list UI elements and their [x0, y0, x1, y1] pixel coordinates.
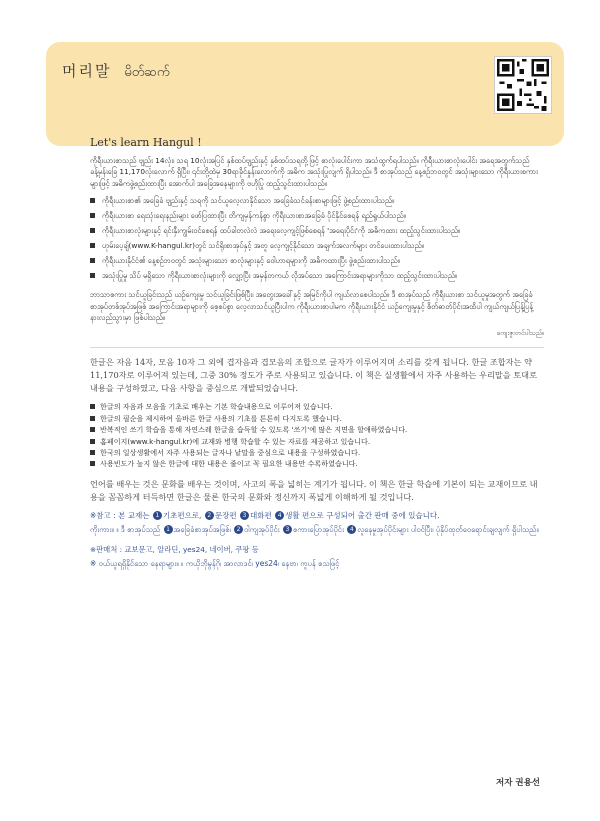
bullet-square-icon	[90, 228, 95, 233]
number-badge: 4	[347, 525, 356, 534]
bullet-square-icon	[90, 213, 95, 218]
header-banner	[46, 42, 564, 146]
title-myanmar: မိတ်ဆက်	[124, 65, 170, 80]
number-badge: 2	[234, 525, 243, 534]
list-item: 사용빈도가 높지 않은 한글에 대한 내용은 줄이고 꼭 필요한 내용만 수록하였습니다.	[90, 458, 544, 469]
list-item: ကိုရီးယားနိုင်ငံ၏ နေ့စဉ်ဘဝတွင် အသုံးများသော စာလုံးများနှင့် ဝေါဟာရများကို အဓိကထားပြီး ဖွဲ့စည်းထားပါသည်။	[90, 255, 544, 266]
bullet-square-icon	[90, 416, 95, 421]
lead-heading: Let's learn Hangul !	[90, 136, 202, 149]
closing-myanmar: ဘာသာစကား သင်ယူခြင်းသည် ယဉ်ကျေးမှု သင်ယူခြင်းဖြစ်ပြီး၊ အတွေးအခေါ်နှင့် အမြင်ကိုပါ ကျယ်လာစေပါသည်။ ဒီ စာအုပ်သည် ကိုရီးယားစာ သင်ယူမှုအတွက် အခြေခံ စာအုပ်တစ်အုပ်အဖြစ် အကြောင်းအရာများကို စေ့စပ်စွာ လေ့လာသင်ယူပြီးပါက ကိုရီးယားစာပါမက ကိုရီးယားနိုင်ငံ ယဉ်ကျေးမှုနှင့် စိတ်ဓာတ်ပိုင်းအထိပါ ကျယ်ကျယ်ပြန့်ပြန့် နားလည်သွားမှာ ဖြစ်ပါသည်။	[90, 290, 534, 323]
myanmar-bullet-list	[90, 195, 544, 281]
number-badge: 2	[205, 511, 214, 520]
list-item: ကိုရီးယားစာ၏ အခြေခံ ဗျည်းနှင့် သရကို သင်ယူလေ့လာနိုင်သော အခြေခံသင်ခန်းစာများဖြင့် ဖွဲ့စည်းထားပါသည်။	[90, 195, 544, 206]
preface-body	[90, 136, 544, 572]
intro-korean: 한글은 자음 14자, 모음 10자 그 외에 겹자음과 겹모음의 조합으로 글자가 이루어지며 소리를 갖게 됩니다. 한글 조합자는 약 11,170자로 이루어져 있는데, 그중 30% 정도가 주로 사용되고 있습니다. 이 책은 실생활에서 자주 사용하는 우리말을 토대로 내용을 구성하였고, 다음 사항을 중심으로 개발되었습니다.	[90, 357, 538, 394]
bullet-square-icon	[90, 461, 95, 466]
intro-myanmar: ကိုရီးယားစာသည် ဗျည်း 14လုံး၊ သရ 10လုံးအပြင် နှစ်ထပ်ဗျည်းနှင့် နှစ်ထပ်သရတို့ဖြင့် စာလုံးပေါင်းကာ အသံထွက်ရပါသည်။ ကိုရီးယားစာလုံးပေါင်း အရေအတွက်သည် ခန့်မှန်းခြေ 11,170လုံးလောက် ရှိပြီး၊ ၎င်းတို့ထဲမှ 30ရာခိုင်နှုန်းလောက်ကို အဓိက အသုံးပြုလျက် ရှိပါသည်။ ဒီ စာအုပ်သည် နေ့စဉ်ဘဝတွင် အသုံးများသော ကိုရီးယားစကားများဖြင့် အဓိကဖွဲ့စည်းထားပြီး အောက်ပါ အခြေအနေများကို ဗဟိုပြု ထည့်သွင်းထားပါသည်။	[90, 156, 538, 188]
author-signature: 저자 권용선	[495, 778, 540, 788]
list-item: ကိုရီးယားစာ ရေးသုံးရေးနည်းများ ဖော်ပြထားပြီး တိကျမှန်ကန်စွာ ကိုရီးယားစာအခြေခံ ပိုင်နိုင်စေရန် ရည်ရွယ်ပါသည်။	[90, 210, 544, 221]
list-item: 홈페이지(www.k-hangul.kr)에 교재와 병행 학습할 수 있는 자료를 제공하고 있습니다.	[90, 436, 544, 447]
bullet-square-icon	[90, 243, 95, 248]
list-item: 한글의 자음과 모음을 기초로 배우는 기본 학습내용으로 이루어져 있습니다.	[90, 401, 544, 412]
korean-bullet-list	[90, 401, 544, 469]
bullet-square-icon	[90, 450, 95, 455]
list-item: အသုံးပြုမှု သိပ် မရှိသော ကိုရီးယားစာလုံးများကို လျှော့ပြီး အမှန်တကယ် လိုအပ်သော အကြောင်းအရာများကိုသာ ထည့်သွင်းထားပါသည်။	[90, 270, 544, 281]
section-divider	[90, 347, 544, 348]
bullet-square-icon	[90, 439, 95, 444]
number-badge: 3	[283, 525, 292, 534]
qr-code-icon	[494, 56, 552, 114]
number-badge: 1	[153, 511, 162, 520]
number-badge: 4	[275, 511, 284, 520]
sellers-korean: ※판매처 : 교보문고, 알라딘, yes24, 네이버, 쿠팡 등	[90, 544, 259, 554]
page-title	[62, 60, 170, 83]
list-item: 반복적인 쓰기 학습을 통해 자연스레 한글을 습득할 수 있도록 '쓰기'에 많은 지면을 할애하였습니다.	[90, 424, 544, 435]
number-badge: 3	[240, 511, 249, 520]
bullet-square-icon	[90, 258, 95, 263]
series-note-myanmar: ကိုးကား။ ။ ဒီ စာအုပ်သည် 1 အခြေခံစာအုပ်အဖြစ်၊ 2 ဝါကျအုပ်ပိုင်း 3 စကားပြောအုပ်ပိုင်း 4 လူနေမှုအုပ်ပိုင်းများ ပါဝင်ပြီး၊ ပုံနှိပ်ထုတ်ဝေရောင်းချလျက် ရှိပါသည်။	[90, 524, 539, 534]
bullet-square-icon	[90, 273, 95, 278]
closing-korean: 언어를 배우는 것은 문화를 배우는 것이며, 사고의 폭을 넓히는 계기가 됩니다. 이 책은 한글 학습에 기본이 되는 교재이므로 내용을 꼼꼼하게 터득하면 한글은 물론 한국의 문화와 정신까지 폭넓게 이해하게 될 것입니다.	[90, 478, 538, 502]
list-item: ကိုရီးယားစာလုံးများနှင့် ရင်းနှီးကျွမ်းဝင်စေရန် ထပ်ခါတလဲလဲ အရေးလေ့ကျင့်ဖြစ်စေရန် 'အရေးပိုင်း'ကို အဓိကထား ထည့်သွင်းထားပါသည်။	[90, 225, 544, 236]
bullet-square-icon	[90, 404, 95, 409]
title-korean: 머리말	[62, 62, 112, 80]
number-badge: 1	[164, 525, 173, 534]
series-note-korean: ※참고 : 본 교재는 1 기초편으로, 2 문장편 3 대화편 4 생활 편으로 구성되어 출간 판매 중에 있습니다.	[90, 510, 440, 520]
list-item: 한국의 일상생활에서 자주 사용되는 글자나 낱말을 중심으로 내용을 구성하였습니다.	[90, 447, 544, 458]
sellers-myanmar: ※ ဝယ်ယူရရှိနိုင်သော နေရာများ။ ။ ကယိုဘိုမွန်ဂို၊ အာလာဒင်၊ yes24၊ နေဗာ၊ ကူပန် စသဖြင့်	[90, 558, 340, 568]
list-item: 한글의 필순을 제시하여 올바른 한글 사용의 기초를 튼튼히 다지도록 했습니다.	[90, 413, 544, 424]
bullet-square-icon	[90, 198, 95, 203]
bullet-square-icon	[90, 427, 95, 432]
thanks-myanmar: ကျေးဇူးတင်ပါသည်။	[496, 329, 544, 338]
list-item: ဟုမ်းပေ့ချ်(www.K-hangul.kr)တွင် သင်ရိုးစာအုပ်နှင့် အတူ လေ့ကျင့်နိုင်သော အချက်အလက်များ တင်ပေးထားပါသည်။	[90, 240, 544, 251]
